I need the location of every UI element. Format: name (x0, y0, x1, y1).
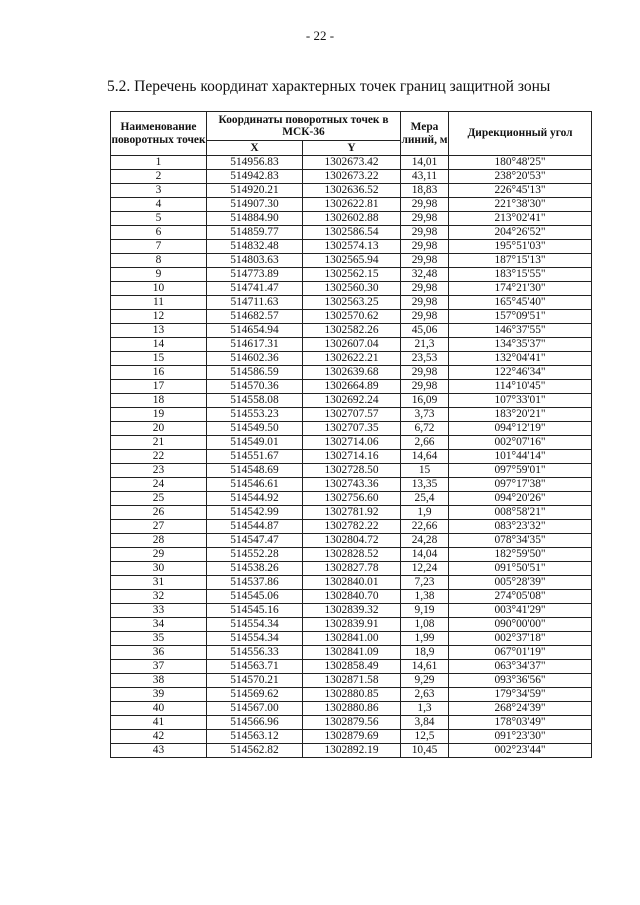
cell-point-number: 21 (111, 436, 207, 450)
cell-y-coordinate: 1302880.86 (303, 702, 401, 716)
cell-point-number: 37 (111, 660, 207, 674)
cell-point-number: 18 (111, 394, 207, 408)
cell-line-length: 43,11 (401, 170, 449, 184)
table-row (111, 464, 592, 478)
table-row (111, 730, 592, 744)
cell-point-number: 39 (111, 688, 207, 702)
table-row (111, 520, 592, 534)
cell-direction-angle: 157°09'51" (449, 310, 592, 324)
cell-line-length: 29,98 (401, 226, 449, 240)
cell-point-number: 30 (111, 562, 207, 576)
cell-line-length: 23,53 (401, 352, 449, 366)
table-row (111, 744, 592, 758)
cell-y-coordinate: 1302756.60 (303, 492, 401, 506)
table-row (111, 324, 592, 338)
table-row (111, 702, 592, 716)
table-row (111, 338, 592, 352)
cell-x-coordinate: 514563.71 (207, 660, 303, 674)
cell-x-coordinate: 514544.87 (207, 520, 303, 534)
cell-point-number: 19 (111, 408, 207, 422)
cell-point-number: 2 (111, 170, 207, 184)
section-title: 5.2. Перечень координат характерных точек границ защитной зоны (107, 78, 551, 95)
cell-point-number: 43 (111, 744, 207, 758)
cell-x-coordinate: 514544.92 (207, 492, 303, 506)
cell-x-coordinate: 514538.26 (207, 562, 303, 576)
cell-line-length: 14,01 (401, 156, 449, 170)
cell-y-coordinate: 1302840.01 (303, 576, 401, 590)
cell-direction-angle: 078°34'35" (449, 534, 592, 548)
table-row (111, 254, 592, 268)
cell-y-coordinate: 1302602.88 (303, 212, 401, 226)
cell-line-length: 3,84 (401, 716, 449, 730)
cell-point-number: 1 (111, 156, 207, 170)
cell-x-coordinate: 514551.67 (207, 450, 303, 464)
cell-x-coordinate: 514548.69 (207, 464, 303, 478)
cell-y-coordinate: 1302839.32 (303, 604, 401, 618)
table-row (111, 422, 592, 436)
table-row (111, 268, 592, 282)
cell-direction-angle: 083°23'32" (449, 520, 592, 534)
cell-line-length: 9,19 (401, 604, 449, 618)
cell-point-number: 27 (111, 520, 207, 534)
cell-direction-angle: 094°20'26" (449, 492, 592, 506)
cell-direction-angle: 003°41'29" (449, 604, 592, 618)
cell-y-coordinate: 1302582.26 (303, 324, 401, 338)
header-point-name: Наименование поворотных точек (111, 112, 207, 156)
cell-y-coordinate: 1302827.78 (303, 562, 401, 576)
table-row (111, 436, 592, 450)
cell-x-coordinate: 514553.23 (207, 408, 303, 422)
cell-point-number: 11 (111, 296, 207, 310)
table-row (111, 366, 592, 380)
cell-line-length: 3,73 (401, 408, 449, 422)
cell-line-length: 1,99 (401, 632, 449, 646)
table-row (111, 548, 592, 562)
cell-line-length: 1,38 (401, 590, 449, 604)
cell-line-length: 16,09 (401, 394, 449, 408)
cell-x-coordinate: 514942.83 (207, 170, 303, 184)
cell-y-coordinate: 1302664.89 (303, 380, 401, 394)
cell-y-coordinate: 1302879.56 (303, 716, 401, 730)
cell-x-coordinate: 514682.57 (207, 310, 303, 324)
cell-point-number: 16 (111, 366, 207, 380)
header-x: X (207, 141, 303, 156)
cell-y-coordinate: 1302574.13 (303, 240, 401, 254)
cell-y-coordinate: 1302839.91 (303, 618, 401, 632)
table-row (111, 534, 592, 548)
cell-line-length: 14,61 (401, 660, 449, 674)
cell-y-coordinate: 1302622.21 (303, 352, 401, 366)
cell-line-length: 29,98 (401, 296, 449, 310)
cell-line-length: 13,35 (401, 478, 449, 492)
cell-point-number: 24 (111, 478, 207, 492)
cell-line-length: 7,23 (401, 576, 449, 590)
cell-line-length: 25,4 (401, 492, 449, 506)
cell-line-length: 10,45 (401, 744, 449, 758)
cell-y-coordinate: 1302562.15 (303, 268, 401, 282)
cell-line-length: 22,66 (401, 520, 449, 534)
cell-line-length: 29,98 (401, 282, 449, 296)
cell-direction-angle: 204°26'52" (449, 226, 592, 240)
cell-x-coordinate: 514711.63 (207, 296, 303, 310)
table-row (111, 646, 592, 660)
cell-point-number: 25 (111, 492, 207, 506)
cell-point-number: 23 (111, 464, 207, 478)
cell-line-length: 29,98 (401, 254, 449, 268)
cell-direction-angle: 107°33'01" (449, 394, 592, 408)
table-row (111, 282, 592, 296)
cell-y-coordinate: 1302707.57 (303, 408, 401, 422)
table-row (111, 226, 592, 240)
cell-y-coordinate: 1302828.52 (303, 548, 401, 562)
cell-x-coordinate: 514773.89 (207, 268, 303, 282)
cell-point-number: 32 (111, 590, 207, 604)
cell-x-coordinate: 514907.30 (207, 198, 303, 212)
cell-direction-angle: 097°59'01" (449, 464, 592, 478)
cell-x-coordinate: 514570.36 (207, 380, 303, 394)
table-row (111, 240, 592, 254)
table-row (111, 310, 592, 324)
cell-y-coordinate: 1302871.58 (303, 674, 401, 688)
cell-x-coordinate: 514832.48 (207, 240, 303, 254)
cell-point-number: 41 (111, 716, 207, 730)
cell-x-coordinate: 514617.31 (207, 338, 303, 352)
cell-x-coordinate: 514545.06 (207, 590, 303, 604)
cell-y-coordinate: 1302692.24 (303, 394, 401, 408)
table-row (111, 212, 592, 226)
table-row (111, 618, 592, 632)
table-row (111, 380, 592, 394)
cell-line-length: 14,04 (401, 548, 449, 562)
table-row (111, 184, 592, 198)
cell-line-length: 29,98 (401, 198, 449, 212)
cell-line-length: 29,98 (401, 310, 449, 324)
cell-x-coordinate: 514542.99 (207, 506, 303, 520)
cell-y-coordinate: 1302673.22 (303, 170, 401, 184)
cell-line-length: 2,63 (401, 688, 449, 702)
cell-point-number: 36 (111, 646, 207, 660)
table-row (111, 604, 592, 618)
cell-direction-angle: 213°02'41" (449, 212, 592, 226)
cell-x-coordinate: 514563.12 (207, 730, 303, 744)
cell-line-length: 29,98 (401, 212, 449, 226)
cell-direction-angle: 067°01'19" (449, 646, 592, 660)
table-row (111, 576, 592, 590)
header-line-length: Мера линий, м (401, 112, 449, 156)
cell-point-number: 34 (111, 618, 207, 632)
table-row (111, 492, 592, 506)
cell-x-coordinate: 514547.47 (207, 534, 303, 548)
cell-direction-angle: 002°07'16" (449, 436, 592, 450)
cell-point-number: 22 (111, 450, 207, 464)
cell-x-coordinate: 514556.33 (207, 646, 303, 660)
table-row (111, 450, 592, 464)
cell-y-coordinate: 1302636.52 (303, 184, 401, 198)
cell-x-coordinate: 514803.63 (207, 254, 303, 268)
cell-direction-angle: 134°35'37" (449, 338, 592, 352)
table-row (111, 716, 592, 730)
cell-line-length: 29,98 (401, 240, 449, 254)
cell-y-coordinate: 1302840.70 (303, 590, 401, 604)
cell-x-coordinate: 514537.86 (207, 576, 303, 590)
cell-direction-angle: 183°20'21" (449, 408, 592, 422)
cell-point-number: 6 (111, 226, 207, 240)
table-row (111, 674, 592, 688)
table-row (111, 478, 592, 492)
cell-y-coordinate: 1302565.94 (303, 254, 401, 268)
cell-line-length: 2,66 (401, 436, 449, 450)
cell-y-coordinate: 1302714.06 (303, 436, 401, 450)
cell-direction-angle: 063°34'37" (449, 660, 592, 674)
cell-x-coordinate: 514741.47 (207, 282, 303, 296)
cell-x-coordinate: 514859.77 (207, 226, 303, 240)
cell-direction-angle: 008°58'21" (449, 506, 592, 520)
cell-direction-angle: 146°37'55" (449, 324, 592, 338)
cell-y-coordinate: 1302607.04 (303, 338, 401, 352)
cell-point-number: 15 (111, 352, 207, 366)
cell-x-coordinate: 514554.34 (207, 632, 303, 646)
cell-y-coordinate: 1302880.85 (303, 688, 401, 702)
cell-line-length: 21,3 (401, 338, 449, 352)
table-row (111, 408, 592, 422)
header-coordinates: Координаты поворотных точек в МСК-36 (207, 112, 401, 141)
cell-x-coordinate: 514567.00 (207, 702, 303, 716)
cell-point-number: 33 (111, 604, 207, 618)
cell-point-number: 20 (111, 422, 207, 436)
cell-x-coordinate: 514570.21 (207, 674, 303, 688)
table-row (111, 688, 592, 702)
cell-point-number: 13 (111, 324, 207, 338)
cell-direction-angle: 091°23'30" (449, 730, 592, 744)
cell-y-coordinate: 1302586.54 (303, 226, 401, 240)
table-row (111, 632, 592, 646)
cell-point-number: 40 (111, 702, 207, 716)
cell-point-number: 9 (111, 268, 207, 282)
cell-direction-angle: 179°34'59" (449, 688, 592, 702)
cell-direction-angle: 226°45'13" (449, 184, 592, 198)
cell-x-coordinate: 514602.36 (207, 352, 303, 366)
cell-x-coordinate: 514562.82 (207, 744, 303, 758)
table-row (111, 296, 592, 310)
cell-x-coordinate: 514545.16 (207, 604, 303, 618)
cell-direction-angle: 238°20'53" (449, 170, 592, 184)
cell-line-length: 12,5 (401, 730, 449, 744)
header-y: Y (303, 141, 401, 156)
cell-point-number: 14 (111, 338, 207, 352)
cell-direction-angle: 132°04'41" (449, 352, 592, 366)
cell-line-length: 29,98 (401, 380, 449, 394)
cell-point-number: 42 (111, 730, 207, 744)
table-row (111, 660, 592, 674)
cell-y-coordinate: 1302804.72 (303, 534, 401, 548)
cell-direction-angle: 174°21'30" (449, 282, 592, 296)
cell-direction-angle: 122°46'34" (449, 366, 592, 380)
cell-direction-angle: 195°51'03" (449, 240, 592, 254)
cell-line-length: 15 (401, 464, 449, 478)
coordinates-table (110, 111, 592, 758)
cell-point-number: 4 (111, 198, 207, 212)
cell-direction-angle: 268°24'39" (449, 702, 592, 716)
page-number: - 22 - (305, 28, 335, 43)
cell-line-length: 12,24 (401, 562, 449, 576)
cell-point-number: 10 (111, 282, 207, 296)
cell-point-number: 28 (111, 534, 207, 548)
cell-y-coordinate: 1302743.36 (303, 478, 401, 492)
cell-direction-angle: 093°36'56" (449, 674, 592, 688)
cell-point-number: 26 (111, 506, 207, 520)
cell-line-length: 18,83 (401, 184, 449, 198)
cell-line-length: 14,64 (401, 450, 449, 464)
cell-line-length: 1,3 (401, 702, 449, 716)
cell-direction-angle: 097°17'38" (449, 478, 592, 492)
cell-direction-angle: 274°05'08" (449, 590, 592, 604)
cell-point-number: 31 (111, 576, 207, 590)
cell-x-coordinate: 514569.62 (207, 688, 303, 702)
table-row (111, 170, 592, 184)
cell-y-coordinate: 1302728.50 (303, 464, 401, 478)
cell-y-coordinate: 1302639.68 (303, 366, 401, 380)
cell-direction-angle: 178°03'49" (449, 716, 592, 730)
cell-y-coordinate: 1302563.25 (303, 296, 401, 310)
cell-line-length: 6,72 (401, 422, 449, 436)
cell-y-coordinate: 1302841.09 (303, 646, 401, 660)
cell-direction-angle: 101°44'14" (449, 450, 592, 464)
cell-direction-angle: 221°38'30" (449, 198, 592, 212)
cell-direction-angle: 090°00'00" (449, 618, 592, 632)
cell-y-coordinate: 1302622.81 (303, 198, 401, 212)
cell-point-number: 17 (111, 380, 207, 394)
cell-direction-angle: 002°23'44" (449, 744, 592, 758)
cell-x-coordinate: 514884.90 (207, 212, 303, 226)
cell-line-length: 9,29 (401, 674, 449, 688)
cell-x-coordinate: 514586.59 (207, 366, 303, 380)
cell-point-number: 35 (111, 632, 207, 646)
cell-direction-angle: 187°15'13" (449, 254, 592, 268)
cell-point-number: 12 (111, 310, 207, 324)
cell-x-coordinate: 514549.01 (207, 436, 303, 450)
table-row (111, 562, 592, 576)
cell-y-coordinate: 1302560.30 (303, 282, 401, 296)
cell-line-length: 1,9 (401, 506, 449, 520)
table-row (111, 352, 592, 366)
cell-point-number: 29 (111, 548, 207, 562)
table-row (111, 394, 592, 408)
cell-x-coordinate: 514558.08 (207, 394, 303, 408)
cell-x-coordinate: 514549.50 (207, 422, 303, 436)
cell-x-coordinate: 514654.94 (207, 324, 303, 338)
cell-point-number: 7 (111, 240, 207, 254)
cell-x-coordinate: 514552.28 (207, 548, 303, 562)
cell-direction-angle: 165°45'40" (449, 296, 592, 310)
header-direction-angle: Дирекционный угол (449, 112, 592, 156)
cell-x-coordinate: 514554.34 (207, 618, 303, 632)
cell-x-coordinate: 514956.83 (207, 156, 303, 170)
cell-line-length: 18,9 (401, 646, 449, 660)
cell-y-coordinate: 1302707.35 (303, 422, 401, 436)
cell-point-number: 8 (111, 254, 207, 268)
cell-direction-angle: 180°48'25" (449, 156, 592, 170)
cell-direction-angle: 091°50'51" (449, 562, 592, 576)
cell-point-number: 3 (111, 184, 207, 198)
cell-direction-angle: 114°10'45" (449, 380, 592, 394)
cell-x-coordinate: 514566.96 (207, 716, 303, 730)
table-row (111, 198, 592, 212)
cell-y-coordinate: 1302781.92 (303, 506, 401, 520)
cell-direction-angle: 182°59'50" (449, 548, 592, 562)
cell-direction-angle: 094°12'19" (449, 422, 592, 436)
table-body (111, 156, 592, 758)
cell-y-coordinate: 1302714.16 (303, 450, 401, 464)
cell-y-coordinate: 1302782.22 (303, 520, 401, 534)
cell-line-length: 45,06 (401, 324, 449, 338)
table-row (111, 156, 592, 170)
cell-y-coordinate: 1302879.69 (303, 730, 401, 744)
table-row (111, 506, 592, 520)
cell-y-coordinate: 1302841.00 (303, 632, 401, 646)
cell-y-coordinate: 1302570.62 (303, 310, 401, 324)
cell-line-length: 32,48 (401, 268, 449, 282)
cell-point-number: 5 (111, 212, 207, 226)
cell-y-coordinate: 1302673.42 (303, 156, 401, 170)
cell-y-coordinate: 1302858.49 (303, 660, 401, 674)
cell-line-length: 24,28 (401, 534, 449, 548)
cell-y-coordinate: 1302892.19 (303, 744, 401, 758)
cell-direction-angle: 183°15'55" (449, 268, 592, 282)
cell-direction-angle: 002°37'18" (449, 632, 592, 646)
cell-line-length: 29,98 (401, 366, 449, 380)
cell-direction-angle: 005°28'39" (449, 576, 592, 590)
table-row (111, 590, 592, 604)
cell-x-coordinate: 514920.21 (207, 184, 303, 198)
cell-point-number: 38 (111, 674, 207, 688)
cell-x-coordinate: 514546.61 (207, 478, 303, 492)
cell-line-length: 1,08 (401, 618, 449, 632)
